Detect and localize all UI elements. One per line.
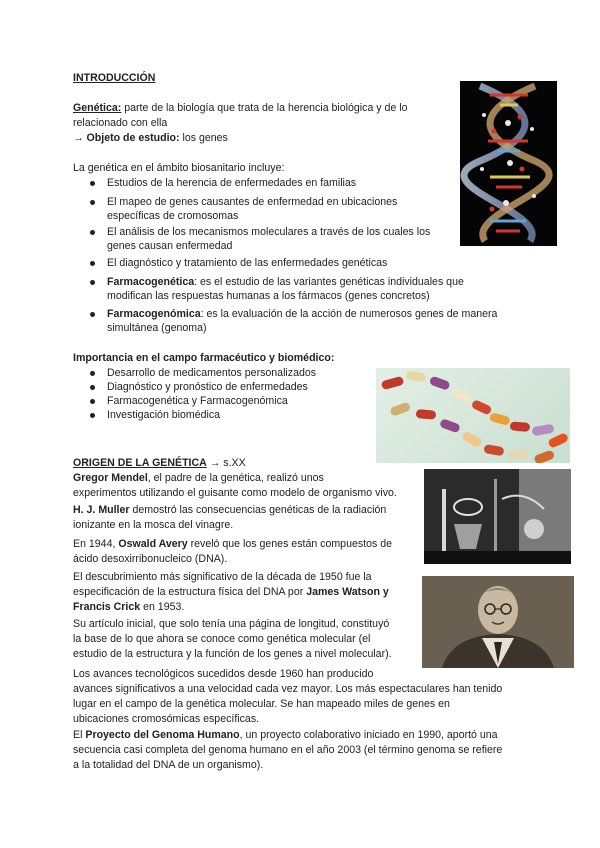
proyecto-pre: El — [73, 729, 86, 741]
avances-line-4: ubicaciones cromosómicas específicas. — [73, 713, 260, 725]
list-item: El análisis de los mecanismos moleculares a través de los cuales los — [107, 226, 431, 238]
avances-line-3: lugar en el campo de la genética molecular. Se han mapeado miles de genes en — [73, 698, 450, 710]
list-item: Estudios de la herencia de enfermedades en familias — [107, 177, 357, 189]
importancia-heading: Importancia en el campo farmacéutico y biomédico: — [73, 352, 335, 364]
proyecto-line-2: secuencia casi completa del genoma humano en el año 2003 (el término genoma se refiere — [73, 744, 503, 756]
avery-text: reveló que los genes están compuestos de — [187, 538, 393, 550]
list-item-cont: genes causan enfermedad — [107, 240, 233, 252]
mendel-line-2: experimentos utilizando el guisante como modelo de organismo vivo. — [73, 487, 397, 499]
muller-line-1 — [73, 503, 386, 518]
farmacogenetica-term: Farmacogenética — [107, 276, 195, 288]
list-item: Desarrollo de medicamentos personalizados — [107, 367, 317, 379]
bullet-dot — [90, 181, 95, 186]
pills-illustration — [376, 368, 570, 463]
farmacogenomica-term: Farmacogenómica — [107, 308, 201, 320]
list-item: Diagnóstico y pronóstico de enfermedades — [107, 381, 308, 393]
list-item-text: : es la evaluación de la acción de numerosos genes de manera — [200, 308, 498, 320]
list-item: El diagnóstico y tratamiento de las enfermedades genéticas — [107, 257, 388, 269]
bullet-dot — [90, 280, 95, 285]
bullet-dot — [90, 385, 95, 390]
mendel-line-1 — [73, 471, 324, 486]
genetica-definition — [73, 101, 408, 116]
ambito-intro: La genética en el ámbito biosanitario incluye: — [73, 162, 285, 174]
list-item-cont: específicas de cromosomas — [107, 210, 239, 222]
dna-helix-image — [460, 81, 557, 246]
genetica-term: Genética: — [73, 102, 122, 114]
scientist-portrait-illustration — [422, 576, 574, 668]
mendel-text: , el padre de la genética, realizó unos — [147, 472, 324, 484]
proyecto-line-3: a la totalidad del DNA de un organismo). — [73, 759, 264, 771]
proyecto-text: , un proyecto colaborativo iniciado en 1990, aportó una — [239, 729, 498, 741]
lab-equipment-illustration — [424, 469, 571, 564]
scientist-portrait-image — [422, 576, 574, 668]
list-item — [107, 275, 464, 290]
arrow: → — [73, 132, 87, 144]
origen-heading-suffix: → s.XX — [206, 457, 246, 469]
list-item-text: : es el estudio de las variantes genéticas individuales que — [194, 276, 464, 288]
list-item-cont: modifican las respuestas humanas a los fármacos (genes concretos) — [107, 290, 430, 302]
dna-year: en 1953. — [140, 601, 185, 613]
dna-line-1: El descubrimiento más significativo de la década de 1950 fue la — [73, 571, 372, 583]
muller-name: H. J. Muller — [73, 504, 130, 516]
dna-text: especificación de la estructura física del DNA por — [73, 586, 307, 598]
bullet-dot — [90, 200, 95, 205]
articulo-line-3: estudio de la estructura y la función de los genes a nivel molecular). — [73, 648, 392, 660]
articulo-line-1: Su artículo inicial, que solo tenía una página de longitud, constituyó — [73, 618, 390, 630]
bullet-dot — [90, 371, 95, 376]
genetica-def-1: parte de la biología que trata de la herencia biológica y de lo — [121, 102, 408, 114]
proyecto-line-1 — [73, 728, 498, 743]
avances-line-2: avances significativos a una velocidad cada vez mayor. Los más espectaculares han tenido — [73, 683, 503, 695]
bullet-dot — [90, 261, 95, 266]
articulo-line-2: la base de lo que ahora se conoce como genética molecular (el — [73, 633, 371, 645]
mendel-name: Gregor Mendel — [73, 472, 148, 484]
watson-name: James Watson y — [306, 586, 389, 598]
avery-line-2: ácido desoxirribonucleico (DNA). — [73, 553, 228, 565]
proyecto-name: Proyecto del Genoma Humano — [85, 729, 240, 741]
genetica-def-2: relacionado con ella — [73, 117, 168, 129]
objeto-value: los genes — [179, 132, 228, 144]
muller-text: demostró las consecuencias genéticas de la radiación — [129, 504, 387, 516]
list-item-cont: simultánea (genoma) — [107, 322, 207, 334]
objeto-estudio — [73, 131, 228, 146]
bullet-dot — [90, 230, 95, 235]
intro-heading: INTRODUCCIÓN — [73, 72, 156, 84]
list-item: Farmacogenética y Farmacogenómica — [107, 395, 288, 407]
avery-name: Oswald Avery — [118, 538, 188, 550]
bullet-dot — [90, 413, 95, 418]
bullet-dot — [90, 312, 95, 317]
crick-name: Francis Crick — [73, 601, 141, 613]
muller-line-2: ionizante en la mosca del vinagre. — [73, 519, 234, 531]
avery-line-1 — [73, 537, 392, 552]
list-item: Investigación biomédica — [107, 409, 221, 421]
origen-heading-row — [73, 456, 246, 471]
avances-line-1: Los avances tecnológicos sucedidos desde 1960 han producido — [73, 668, 374, 680]
dna-helix-illustration — [460, 81, 557, 246]
dna-line-2 — [73, 585, 389, 600]
lab-equipment-image — [424, 469, 571, 564]
objeto-label: Objeto de estudio: — [86, 132, 180, 144]
bullet-dot — [90, 399, 95, 404]
dna-line-3 — [73, 600, 184, 615]
avery-pre: En 1944, — [73, 538, 119, 550]
pills-image — [376, 368, 570, 463]
list-item — [107, 307, 497, 322]
origen-heading: ORIGEN DE LA GENÉTICA — [73, 457, 207, 469]
list-item: El mapeo de genes causantes de enfermedad en ubicaciones — [107, 196, 398, 208]
